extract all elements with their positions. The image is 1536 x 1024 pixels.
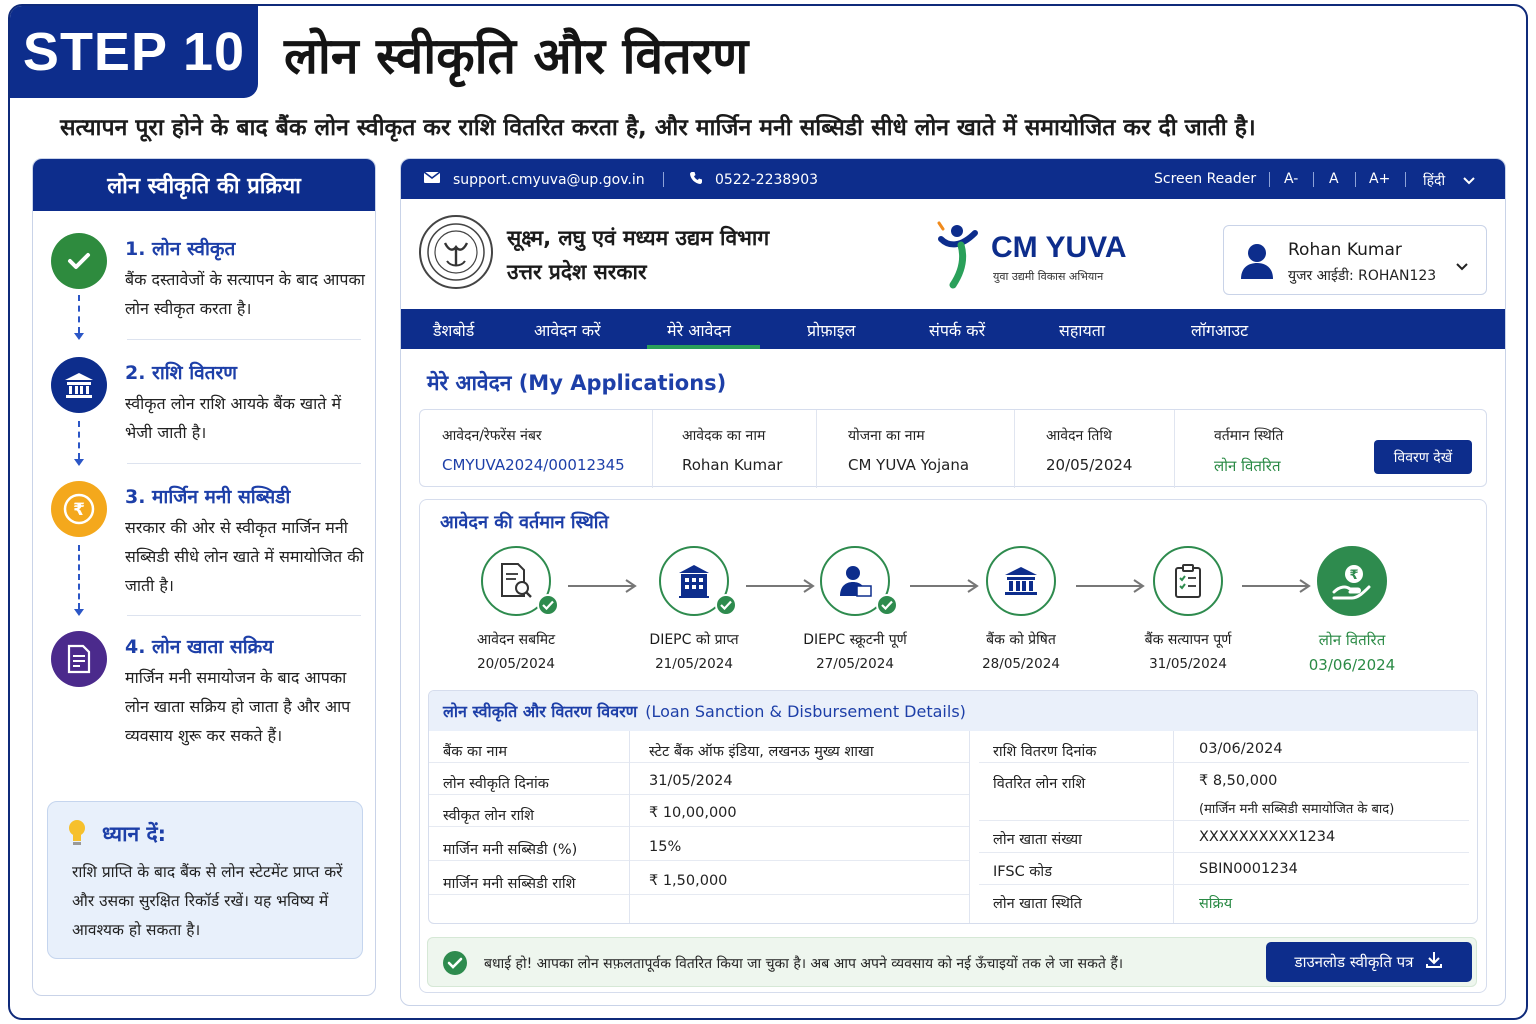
chevron-down-icon [1456,256,1468,275]
timeline-label: लोन वितरित [1318,631,1386,649]
department-title: सूक्ष्म, लघु एवं मध्यम उद्यम विभाग [507,226,770,250]
process-step-desc: बैंक दस्तावेजों के सत्यापन के बाद आपका लोन स्वीकृत करता है। [125,270,365,318]
table-row [979,853,1469,885]
details-title-en: (Loan Sanction & Disbursement Details) [645,701,966,721]
process-step-title: 1. लोन स्वीकृत [125,238,236,260]
step-badge: STEP 10 [10,6,258,98]
timeline-label: DIEPC को प्राप्त [649,632,739,648]
note-text: राशि प्राप्ति के बाद बैंक से लोन स्टेटमेंट प्राप्त करें और उसका सुरक्षित रिकॉर्ड रखें। यह भविष्य में आवश्यक हो सकता है। [72,863,343,939]
timeline-step [623,546,763,686]
connector-arrow [74,609,84,616]
table-row [979,763,1469,821]
detail-key: स्वीकृत लोन राशि [443,808,535,824]
detail-value: ₹ 8,50,000 [1199,773,1278,789]
detail-key: वितरित लोन राशि [993,776,1086,792]
screen-reader-label: Screen Reader [1154,171,1257,187]
details-title: लोन स्वीकृति और वितरण विवरण [443,702,638,721]
loan-details-table [428,690,1478,924]
user-id: युजर आईडी: ROHAN123 [1288,268,1437,284]
timeline-date: 28/05/2024 [982,656,1060,672]
divider [1405,172,1406,187]
mail-icon [423,171,441,188]
detail-value: XXXXXXXXXX1234 [1199,829,1336,845]
email-link[interactable] [423,171,645,188]
divider [127,463,361,464]
table-row [979,885,1469,919]
divider [816,410,817,488]
process-header: लोन स्वीकृति की प्रक्रिया [33,159,375,211]
application-summary [419,409,1487,487]
download-icon [1425,951,1443,973]
detail-key: लोन खाता स्थिति [993,896,1082,912]
yuva-figure-icon [931,219,991,289]
process-panel [32,158,376,996]
application-date: 20/05/2024 [1046,456,1133,474]
details-header [429,691,1477,731]
view-details-button[interactable]: विवरण देखें [1374,440,1472,474]
portal-header [401,199,1506,309]
status-badge: लोन वितरित [1214,457,1281,475]
timeline-date: 27/05/2024 [816,656,894,672]
brand-name: CM YUVA [991,231,1127,264]
detail-key: मार्जिन मनी सब्सिडी (%) [443,842,578,858]
divider [1313,172,1314,187]
success-banner [427,937,1477,987]
connector-arrow [74,459,84,466]
check-icon [715,594,737,616]
table-row [429,827,969,861]
divider [1269,172,1270,187]
timeline-step [784,546,924,686]
table-row [429,795,969,827]
svg-text:₹: ₹ [73,500,85,520]
detail-value: 15% [649,839,682,855]
account-status: सक्रिय [1199,896,1233,912]
timeline-label: आवेदन सबमिट [476,632,556,648]
email-text: support.cmyuva@up.gov.in [453,171,645,188]
department-name [507,221,769,289]
money-hand-icon [1317,546,1387,616]
applicant-name: Rohan Kumar [682,456,783,474]
main-nav [401,309,1506,349]
font-decrease-label: A- [1284,171,1299,187]
table-row [979,731,1469,763]
detail-note: (मार्जिन मनी सब्सिडी समायोजित के बाद) [1199,802,1395,817]
process-step-desc: मार्जिन मनी समायोजन के बाद आपका लोन खाता सक्रिय हो जाता है और आप व्यवसाय शुरू कर सकते हैं। [125,668,351,745]
phone-link[interactable] [689,171,818,189]
top-bar [401,159,1505,199]
detail-value: SBIN0001234 [1199,861,1298,877]
brand-tagline: युवा उद्यमी विकास अभियान [993,270,1104,283]
cm-yuva-logo [931,219,1131,289]
detail-key: IFSC कोड [993,864,1052,880]
column-header: योजना का नाम [848,428,925,444]
timeline-step [445,546,585,686]
nav-dashboard[interactable]: डैशबोर्ड [433,321,475,340]
divider [1174,410,1175,488]
font-decrease-button[interactable] [1284,171,1298,187]
table-row [429,763,969,795]
column-header: आवेदक का नाम [682,428,766,444]
nav-active-indicator [647,345,760,349]
process-step-desc: सरकार की ओर से स्वीकृत मार्जिन मनी सब्सिडी सीधे लोन खाते में समायोजित की जाती है। [125,518,364,595]
process-step-desc: स्वीकृत लोन राशि आयके बैंक खाते में भेजी जाती है। [125,394,342,442]
user-name: Rohan Kumar [1288,240,1402,260]
detail-value: ₹ 1,50,000 [649,873,728,889]
nav-help[interactable]: सहायता [1059,321,1106,340]
table-row [429,731,969,763]
language-select[interactable] [1423,171,1475,190]
government-title: उत्तर प्रदेश सरकार [507,260,647,284]
font-increase-button[interactable] [1369,171,1390,187]
nav-my-applications[interactable]: मेरे आवेदन [667,321,731,340]
document-icon [51,631,107,687]
checklist-icon [1153,546,1223,616]
timeline-step [950,546,1090,686]
timeline-step [1117,546,1257,686]
detail-key: राशि वितरण दिनांक [993,744,1097,760]
detail-key: मार्जिन मनी सब्सिडी राशि [443,876,576,892]
detail-key: लोन स्वीकृति दिनांक [443,776,549,792]
detail-value: 03/06/2024 [1199,741,1283,757]
check-icon [876,594,898,616]
page-title: लोन स्वीकृति और वितरण [284,27,749,85]
language-label: हिंदी [1423,173,1446,189]
timeline-step-active [1281,546,1421,686]
detail-value: स्टेट बैंक ऑफ इंडिया, लखनऊ मुख्य शाखा [649,744,874,760]
detail-value: 31/05/2024 [649,773,733,789]
divider [127,339,361,340]
detail-value: ₹ 10,00,000 [649,805,737,821]
user-menu[interactable] [1223,225,1487,295]
page-subtitle: सत्यापन पूरा होने के बाद बैंक लोन स्वीकृत कर राशि वितरित करता है, और मार्जिन मनी सब्सिडी सीधे लोन खाते में समायोजित कर दी जाती है। [60,115,1256,141]
table-row [979,821,1469,853]
note-box [47,801,363,959]
font-normal-button[interactable] [1329,171,1339,187]
divider [1014,410,1015,488]
bank-icon [51,357,107,413]
column-header: वर्तमान स्थिति [1214,428,1284,444]
nav-logout[interactable]: लॉगआउट [1191,321,1249,340]
bank-icon [986,546,1056,616]
portal-window [400,158,1506,1006]
detail-key: बैंक का नाम [443,744,507,760]
divider [652,410,653,488]
column-header: आवेदन/रेफरेंस नंबर [442,428,542,444]
divider [969,731,970,924]
timeline-date: 03/06/2024 [1308,656,1396,674]
nav-contact[interactable]: संपर्क करें [929,321,986,340]
scheme-name: CM YUVA Yojana [848,456,970,474]
rupee-icon [51,481,107,537]
section-title: मेरे आवेदन (My Applications) [427,371,727,395]
divider [1355,172,1356,187]
timeline-label: DIEPC स्क्रूटनी पूर्ण [803,632,907,648]
divider [663,172,664,187]
divider [127,615,361,616]
timeline-date: 20/05/2024 [477,656,555,672]
connector [78,421,80,459]
check-icon [51,233,107,289]
font-increase-label: A+ [1369,171,1391,187]
phone-icon [689,171,703,189]
lightbulb-icon [66,818,88,852]
connector-arrow [74,333,84,340]
timeline-label: बैंक सत्यापन पूर्ण [1144,632,1232,648]
check-icon [537,594,559,616]
table-row [429,861,969,895]
download-sanction-letter-button[interactable] [1266,942,1472,982]
user-avatar-icon [1240,242,1274,284]
column-header: आवेदन तिथि [1046,428,1112,444]
divider [629,731,630,924]
connector [78,545,80,609]
detail-key: लोन खाता संख्या [993,832,1082,848]
note-title: ध्यान दें: [102,822,167,846]
process-step-title: 3. मार्जिन मनी सब्सिडी [125,486,291,508]
nav-profile[interactable]: प्रोफ़ाइल [807,321,856,340]
success-message: बधाई हो! आपका लोन सफ़लतापूर्वक वितरित किया जा चुका है। अब आप अपने व्यवसाय को नई ऊँचाइयों तक ले जा सकते हैं। [484,956,1124,972]
connector [78,295,80,333]
status-card [419,499,1487,993]
nav-apply[interactable]: आवेदन करें [534,321,601,340]
chevron-down-icon [1463,173,1475,189]
status-title: आवेदन की वर्तमान स्थिति [440,512,609,533]
state-emblem-icon [419,215,493,289]
screen-reader-link[interactable] [1154,171,1256,187]
download-label: डाउनलोड स्वीकृति पत्र [1294,953,1414,971]
timeline-date: 21/05/2024 [655,656,733,672]
phone-text: 0522-2238903 [715,172,819,188]
svg-text:₹: ₹ [1349,568,1359,583]
check-circle-icon [442,950,468,980]
process-step-title: 2. राशि वितरण [125,362,238,384]
reference-number[interactable]: CMYUVA2024/00012345 [442,456,625,474]
timeline-date: 31/05/2024 [1149,656,1227,672]
font-normal-label: A [1329,171,1339,187]
timeline-label: बैंक को प्रेषित [986,632,1056,648]
process-step-title: 4. लोन खाता सक्रिय [125,636,274,658]
